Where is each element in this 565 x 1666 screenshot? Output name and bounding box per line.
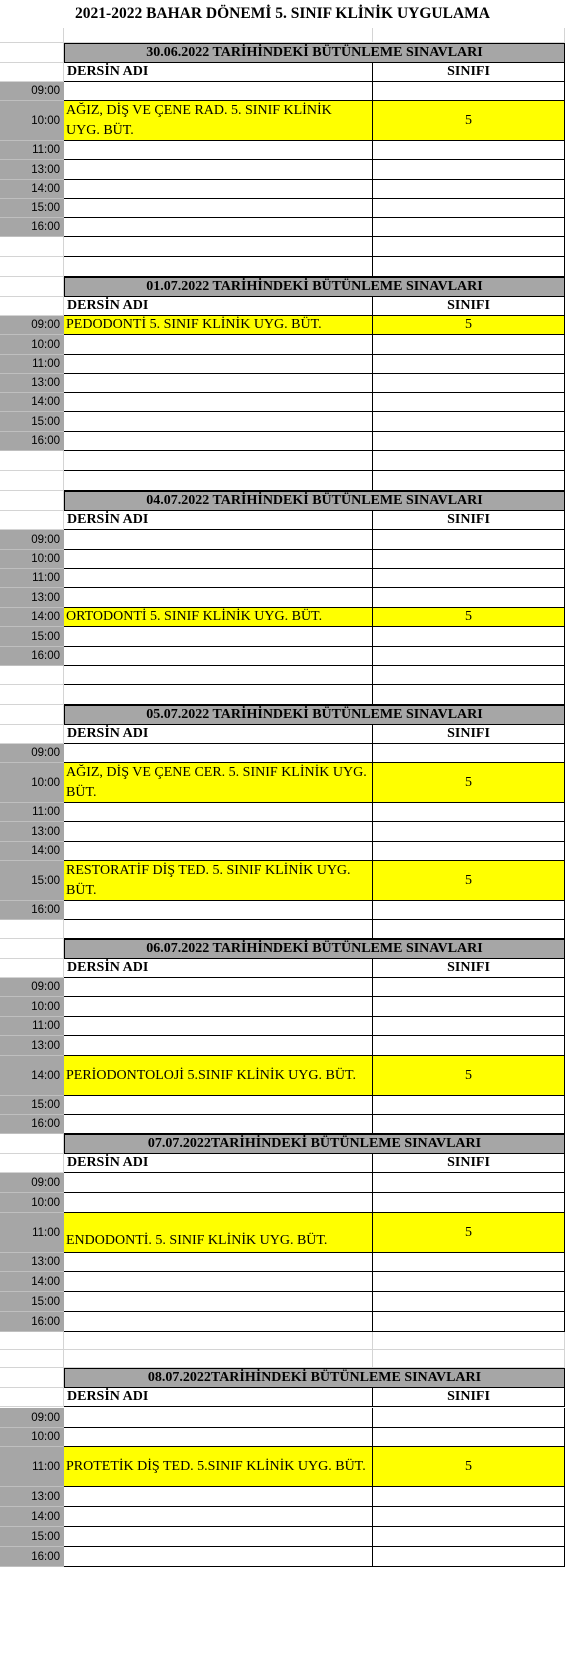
course-cell bbox=[64, 393, 373, 412]
class-cell bbox=[373, 432, 565, 451]
column-header-row bbox=[0, 1388, 565, 1407]
class-value: 5 bbox=[373, 861, 565, 901]
course-cell bbox=[64, 355, 373, 374]
class-cell bbox=[373, 180, 565, 199]
sheet-title: 2021-2022 BAHAR DÖNEMİ 5. SINIF KLİNİK UYGULAMA bbox=[75, 5, 490, 22]
course-cell bbox=[64, 1173, 373, 1193]
time-slot-row bbox=[0, 588, 565, 608]
class-cell bbox=[373, 374, 565, 393]
time-label: 11:00 bbox=[0, 569, 64, 588]
empty-cell bbox=[0, 725, 64, 744]
time-slot-row bbox=[0, 1507, 565, 1527]
blank-row bbox=[0, 1332, 565, 1350]
day-header-row bbox=[0, 1134, 565, 1154]
blank-row bbox=[0, 471, 565, 491]
time-label: 13:00 bbox=[0, 822, 64, 842]
time-label: 09:00 bbox=[0, 530, 64, 550]
time-slot-row bbox=[0, 978, 565, 997]
time-label: 13:00 bbox=[0, 588, 64, 608]
course-cell bbox=[64, 199, 373, 218]
empty-cell bbox=[64, 28, 373, 43]
column-header-course: DERSİN ADI bbox=[64, 1388, 373, 1407]
empty-cell bbox=[64, 685, 373, 705]
exam-row bbox=[0, 763, 565, 803]
time-slot-row bbox=[0, 997, 565, 1017]
time-label: 09:00 bbox=[0, 82, 64, 101]
empty-cell bbox=[0, 705, 64, 725]
time-label: 15:00 bbox=[0, 412, 64, 432]
time-slot-row bbox=[0, 141, 565, 160]
class-cell bbox=[373, 1312, 565, 1332]
time-slot-row bbox=[0, 1193, 565, 1213]
column-header-class: SINIFI bbox=[373, 1388, 565, 1407]
time-label: 11:00 bbox=[0, 1447, 64, 1487]
empty-cell bbox=[0, 1388, 64, 1407]
column-header-course: DERSİN ADI bbox=[64, 1154, 373, 1173]
column-header-class: SINIFI bbox=[373, 297, 565, 316]
empty-cell bbox=[64, 1350, 373, 1368]
column-header-row bbox=[0, 959, 565, 978]
empty-cell bbox=[373, 451, 565, 471]
course-cell bbox=[64, 141, 373, 160]
empty-cell bbox=[64, 237, 373, 257]
class-value: 5 bbox=[373, 101, 565, 141]
class-cell bbox=[373, 1428, 565, 1447]
class-cell bbox=[373, 627, 565, 647]
empty-cell bbox=[373, 685, 565, 705]
time-slot-row bbox=[0, 412, 565, 432]
spacer-row bbox=[0, 28, 565, 43]
course-cell bbox=[64, 374, 373, 393]
time-label: 14:00 bbox=[0, 1507, 64, 1527]
time-slot-row bbox=[0, 180, 565, 199]
day-header: 01.07.2022 TARİHİNDEKİ BÜTÜNLEME SINAVLARI bbox=[64, 277, 565, 297]
time-slot-row bbox=[0, 374, 565, 393]
empty-cell bbox=[64, 257, 373, 277]
course-cell bbox=[64, 335, 373, 355]
empty-cell bbox=[64, 451, 373, 471]
day-header: 05.07.2022 TARİHİNDEKİ BÜTÜNLEME SINAVLARI bbox=[64, 705, 565, 725]
class-cell bbox=[373, 1507, 565, 1527]
time-slot-row bbox=[0, 803, 565, 822]
blank-row bbox=[0, 920, 565, 939]
time-label: 16:00 bbox=[0, 1547, 64, 1567]
time-slot-row bbox=[0, 1312, 565, 1332]
time-slot-row bbox=[0, 901, 565, 920]
time-label: 15:00 bbox=[0, 1096, 64, 1115]
empty-cell bbox=[0, 277, 64, 297]
class-cell bbox=[373, 1193, 565, 1213]
class-value: 5 bbox=[373, 763, 565, 803]
class-cell bbox=[373, 1096, 565, 1115]
time-label: 10:00 bbox=[0, 550, 64, 569]
time-label: 10:00 bbox=[0, 1193, 64, 1213]
empty-cell bbox=[64, 666, 373, 685]
time-slot-row bbox=[0, 1017, 565, 1036]
time-label: 09:00 bbox=[0, 1408, 64, 1428]
day-header-row bbox=[0, 277, 565, 297]
time-slot-row bbox=[0, 744, 565, 763]
course-cell bbox=[64, 1115, 373, 1134]
empty-cell bbox=[64, 1332, 373, 1350]
column-header-course: DERSİN ADI bbox=[64, 959, 373, 978]
time-label: 15:00 bbox=[0, 199, 64, 218]
column-header-row bbox=[0, 63, 565, 82]
course-cell bbox=[64, 432, 373, 451]
course-cell bbox=[64, 1272, 373, 1292]
time-label: 11:00 bbox=[0, 141, 64, 160]
empty-cell bbox=[0, 1332, 64, 1350]
empty-cell bbox=[0, 237, 64, 257]
empty-cell bbox=[0, 1350, 64, 1368]
time-label: 10:00 bbox=[0, 335, 64, 355]
empty-cell bbox=[373, 237, 565, 257]
time-label: 10:00 bbox=[0, 997, 64, 1017]
class-cell bbox=[373, 335, 565, 355]
time-slot-row bbox=[0, 530, 565, 550]
time-label: 16:00 bbox=[0, 1115, 64, 1134]
class-cell bbox=[373, 199, 565, 218]
course-name: PEDODONTİ 5. SINIF KLİNİK UYG. BÜT. bbox=[64, 316, 373, 335]
time-label: 15:00 bbox=[0, 861, 64, 901]
empty-cell bbox=[373, 1332, 565, 1350]
blank-row bbox=[0, 1350, 565, 1368]
time-slot-row bbox=[0, 1428, 565, 1447]
day-header-row bbox=[0, 1368, 565, 1388]
time-slot-row bbox=[0, 1292, 565, 1312]
time-slot-row bbox=[0, 1527, 565, 1547]
class-value: 5 bbox=[373, 316, 565, 335]
class-cell bbox=[373, 1173, 565, 1193]
exam-row bbox=[0, 101, 565, 141]
class-value: 5 bbox=[373, 1447, 565, 1487]
time-slot-row bbox=[0, 1173, 565, 1193]
time-slot-row bbox=[0, 218, 565, 237]
course-cell bbox=[64, 412, 373, 432]
time-label: 11:00 bbox=[0, 355, 64, 374]
course-cell bbox=[64, 1253, 373, 1272]
class-cell bbox=[373, 530, 565, 550]
class-cell bbox=[373, 569, 565, 588]
class-cell bbox=[373, 744, 565, 763]
class-cell bbox=[373, 393, 565, 412]
class-cell bbox=[373, 82, 565, 101]
class-cell bbox=[373, 1527, 565, 1547]
course-cell bbox=[64, 1193, 373, 1213]
course-cell bbox=[64, 218, 373, 237]
time-label: 16:00 bbox=[0, 647, 64, 666]
time-slot-row bbox=[0, 1487, 565, 1507]
class-cell bbox=[373, 1253, 565, 1272]
time-slot-row bbox=[0, 393, 565, 412]
column-header-course: DERSİN ADI bbox=[64, 725, 373, 744]
column-header-row bbox=[0, 297, 565, 316]
course-cell bbox=[64, 1487, 373, 1507]
time-label: 16:00 bbox=[0, 432, 64, 451]
class-cell bbox=[373, 160, 565, 180]
time-label: 11:00 bbox=[0, 1213, 64, 1253]
empty-cell bbox=[0, 1134, 64, 1154]
class-cell bbox=[373, 1487, 565, 1507]
course-cell bbox=[64, 744, 373, 763]
time-slot-row bbox=[0, 1096, 565, 1115]
class-cell bbox=[373, 1547, 565, 1567]
time-label: 13:00 bbox=[0, 1036, 64, 1056]
course-cell bbox=[64, 82, 373, 101]
course-name: PROTETİK DİŞ TED. 5.SINIF KLİNİK UYG. BÜT. bbox=[64, 1447, 373, 1487]
course-cell bbox=[64, 822, 373, 842]
time-label: 16:00 bbox=[0, 901, 64, 920]
empty-cell bbox=[0, 666, 64, 685]
empty-cell bbox=[0, 959, 64, 978]
course-name: RESTORATİF DİŞ TED. 5. SINIF KLİNİK UYG. BÜT. bbox=[64, 861, 373, 901]
course-cell bbox=[64, 569, 373, 588]
column-header-course: DERSİN ADI bbox=[64, 297, 373, 316]
empty-cell bbox=[0, 471, 64, 491]
time-label: 09:00 bbox=[0, 978, 64, 997]
empty-cell bbox=[0, 257, 64, 277]
class-value: 5 bbox=[373, 1213, 565, 1253]
course-cell bbox=[64, 530, 373, 550]
time-label: 15:00 bbox=[0, 627, 64, 647]
class-cell bbox=[373, 218, 565, 237]
time-slot-row bbox=[0, 355, 565, 374]
time-label: 09:00 bbox=[0, 316, 64, 335]
empty-cell bbox=[0, 1368, 64, 1388]
sheet-title-row bbox=[0, 0, 565, 28]
exam-row bbox=[0, 1213, 565, 1253]
time-label: 13:00 bbox=[0, 1487, 64, 1507]
class-cell bbox=[373, 1292, 565, 1312]
time-slot-row bbox=[0, 1115, 565, 1134]
empty-cell bbox=[373, 920, 565, 939]
class-cell bbox=[373, 822, 565, 842]
class-cell bbox=[373, 355, 565, 374]
course-cell bbox=[64, 803, 373, 822]
course-cell bbox=[64, 901, 373, 920]
time-label: 14:00 bbox=[0, 608, 64, 627]
empty-cell bbox=[0, 920, 64, 939]
course-cell bbox=[64, 978, 373, 997]
time-label: 13:00 bbox=[0, 374, 64, 393]
empty-cell bbox=[373, 471, 565, 491]
time-slot-row bbox=[0, 82, 565, 101]
time-label: 15:00 bbox=[0, 1292, 64, 1312]
time-label: 10:00 bbox=[0, 763, 64, 803]
class-value: 5 bbox=[373, 1056, 565, 1096]
course-name: ENDODONTİ. 5. SINIF KLİNİK UYG. BÜT. bbox=[64, 1213, 373, 1253]
column-header-class: SINIFI bbox=[373, 725, 565, 744]
day-header-row bbox=[0, 705, 565, 725]
course-cell bbox=[64, 588, 373, 608]
column-header-row bbox=[0, 1154, 565, 1173]
class-cell bbox=[373, 412, 565, 432]
course-cell bbox=[64, 1017, 373, 1036]
empty-cell bbox=[373, 1350, 565, 1368]
time-label: 13:00 bbox=[0, 160, 64, 180]
day-header: 30.06.2022 TARİHİNDEKİ BÜTÜNLEME SINAVLARI bbox=[64, 43, 565, 63]
time-slot-row bbox=[0, 550, 565, 569]
class-cell bbox=[373, 978, 565, 997]
time-slot-row bbox=[0, 569, 565, 588]
course-cell bbox=[64, 1096, 373, 1115]
time-label: 15:00 bbox=[0, 1527, 64, 1547]
course-cell bbox=[64, 627, 373, 647]
course-name: AĞIZ, DİŞ VE ÇENE CER. 5. SINIF KLİNİK UYG. BÜT. bbox=[64, 763, 373, 803]
exam-row bbox=[0, 316, 565, 335]
column-header-row bbox=[0, 511, 565, 530]
class-cell bbox=[373, 1036, 565, 1056]
time-label: 13:00 bbox=[0, 1253, 64, 1272]
blank-row bbox=[0, 451, 565, 471]
time-label: 14:00 bbox=[0, 1272, 64, 1292]
course-name: PERİODONTOLOJİ 5.SINIF KLİNİK UYG. BÜT. bbox=[64, 1056, 373, 1096]
time-slot-row bbox=[0, 1253, 565, 1272]
column-header-class: SINIFI bbox=[373, 1154, 565, 1173]
time-slot-row bbox=[0, 160, 565, 180]
time-slot-row bbox=[0, 842, 565, 861]
exam-row bbox=[0, 1447, 565, 1487]
blank-row bbox=[0, 685, 565, 705]
day-header-row bbox=[0, 939, 565, 959]
day-header: 08.07.2022TARİHİNDEKİ BÜTÜNLEME SINAVLARI bbox=[64, 1368, 565, 1388]
class-cell bbox=[373, 647, 565, 666]
course-name: ORTODONTİ 5. SINIF KLİNİK UYG. BÜT. bbox=[64, 608, 373, 627]
course-cell bbox=[64, 1547, 373, 1567]
class-cell bbox=[373, 550, 565, 569]
day-header-row bbox=[0, 43, 565, 63]
column-header-class: SINIFI bbox=[373, 959, 565, 978]
column-header-course: DERSİN ADI bbox=[64, 63, 373, 82]
day-header: 07.07.2022TARİHİNDEKİ BÜTÜNLEME SINAVLARI bbox=[64, 1134, 565, 1154]
course-cell bbox=[64, 997, 373, 1017]
class-cell bbox=[373, 1272, 565, 1292]
column-header-class: SINIFI bbox=[373, 511, 565, 530]
empty-cell bbox=[0, 63, 64, 82]
course-cell bbox=[64, 1408, 373, 1428]
time-slot-row bbox=[0, 199, 565, 218]
course-cell bbox=[64, 1036, 373, 1056]
time-label: 11:00 bbox=[0, 803, 64, 822]
class-cell bbox=[373, 803, 565, 822]
empty-cell bbox=[64, 920, 373, 939]
empty-cell bbox=[0, 491, 64, 511]
empty-cell bbox=[373, 666, 565, 685]
time-slot-row bbox=[0, 627, 565, 647]
exam-row bbox=[0, 608, 565, 627]
blank-row bbox=[0, 257, 565, 277]
blank-row bbox=[0, 237, 565, 257]
course-cell bbox=[64, 1507, 373, 1527]
empty-cell bbox=[0, 43, 64, 63]
course-cell bbox=[64, 1292, 373, 1312]
course-cell bbox=[64, 160, 373, 180]
class-cell bbox=[373, 1408, 565, 1428]
course-cell bbox=[64, 1312, 373, 1332]
time-label: 14:00 bbox=[0, 1056, 64, 1096]
time-label: 14:00 bbox=[0, 180, 64, 199]
empty-cell bbox=[373, 257, 565, 277]
time-label: 10:00 bbox=[0, 1428, 64, 1447]
course-cell bbox=[64, 550, 373, 569]
column-header-class: SINIFI bbox=[373, 63, 565, 82]
time-label: 09:00 bbox=[0, 1173, 64, 1193]
class-cell bbox=[373, 997, 565, 1017]
class-cell bbox=[373, 1115, 565, 1134]
empty-cell bbox=[0, 451, 64, 471]
empty-cell bbox=[0, 685, 64, 705]
time-label: 09:00 bbox=[0, 744, 64, 763]
empty-cell bbox=[373, 28, 565, 43]
class-value: 5 bbox=[373, 608, 565, 627]
exam-row bbox=[0, 861, 565, 901]
course-cell bbox=[64, 1428, 373, 1447]
exam-row bbox=[0, 1056, 565, 1096]
time-slot-row bbox=[0, 1272, 565, 1292]
empty-cell bbox=[0, 511, 64, 530]
time-slot-row bbox=[0, 1547, 565, 1567]
day-header-row bbox=[0, 491, 565, 511]
empty-cell bbox=[64, 471, 373, 491]
class-cell bbox=[373, 141, 565, 160]
column-header-course: DERSİN ADI bbox=[64, 511, 373, 530]
column-header-row bbox=[0, 725, 565, 744]
time-slot-row bbox=[0, 822, 565, 842]
time-label: 14:00 bbox=[0, 393, 64, 412]
time-label: 16:00 bbox=[0, 218, 64, 237]
time-label: 16:00 bbox=[0, 1312, 64, 1332]
time-slot-row bbox=[0, 432, 565, 451]
course-cell bbox=[64, 842, 373, 861]
day-header: 04.07.2022 TARİHİNDEKİ BÜTÜNLEME SINAVLARI bbox=[64, 491, 565, 511]
empty-cell bbox=[0, 939, 64, 959]
time-slot-row bbox=[0, 647, 565, 666]
time-slot-row bbox=[0, 1408, 565, 1428]
course-name: AĞIZ, DİŞ VE ÇENE RAD. 5. SINIF KLİNİK UYG. BÜT. bbox=[64, 101, 373, 141]
class-cell bbox=[373, 842, 565, 861]
time-label: 10:00 bbox=[0, 101, 64, 141]
class-cell bbox=[373, 1017, 565, 1036]
time-slot-row bbox=[0, 1036, 565, 1056]
day-header: 06.07.2022 TARİHİNDEKİ BÜTÜNLEME SINAVLARI bbox=[64, 939, 565, 959]
time-label: 14:00 bbox=[0, 842, 64, 861]
course-cell bbox=[64, 1527, 373, 1547]
blank-row bbox=[0, 666, 565, 685]
class-cell bbox=[373, 588, 565, 608]
time-slot-row bbox=[0, 335, 565, 355]
class-cell bbox=[373, 901, 565, 920]
empty-cell bbox=[0, 297, 64, 316]
time-label: 11:00 bbox=[0, 1017, 64, 1036]
empty-cell bbox=[0, 1154, 64, 1173]
empty-cell bbox=[0, 28, 64, 43]
course-cell bbox=[64, 647, 373, 666]
course-cell bbox=[64, 180, 373, 199]
